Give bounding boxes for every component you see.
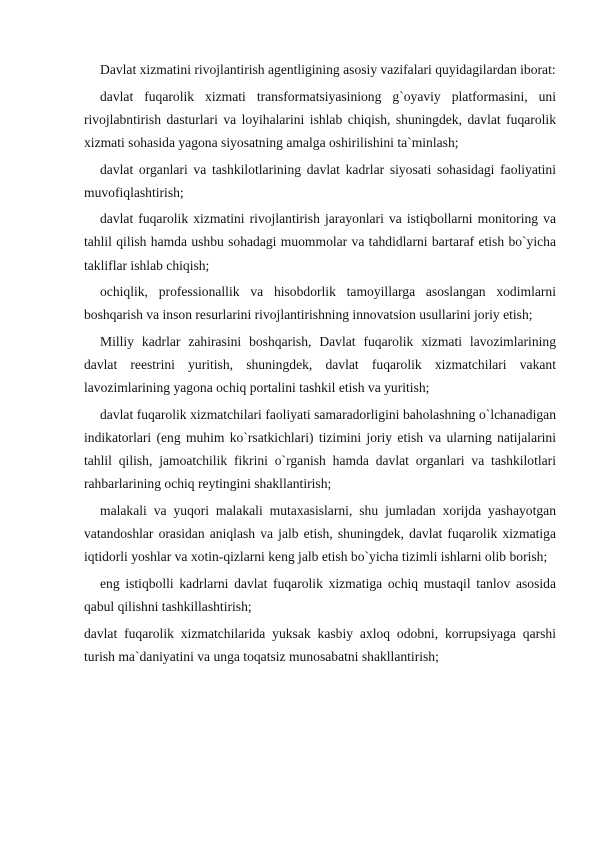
task-paragraph-3: davlat fuqarolik xizmatini rivojlantirish jarayonlari va istiqbollarni monitoring va tahlil qilish hamda ushbu sohadagi muommolar va tahdidlarni bartaraf etish bo`yicha takliflar ishlab chiqish; bbox=[84, 211, 556, 273]
task-paragraph-1: davlat fuqarolik xizmati transformatsiyasiniong g`oyaviy platformasini, uni rivojlabntirish dasturlari va loyihalarini ishlab chiqish, shuningdek, davlat fuqarolik xizmati sohasida yagona siyosatning amalga oshirilishini ta`minlash; bbox=[84, 88, 556, 150]
document-page bbox=[84, 58, 556, 671]
task-paragraph-5: Milliy kadrlar zahirasini boshqarish, Davlat fuqarolik xizmati lavozimlarining davlat reestrini yuritish, shuningdek, davlat fuqarolik xizmatchilari vakant lavozimlarining yagona ochiq portalini tashkil etish va yuritish; bbox=[84, 334, 556, 396]
task-paragraph-7: malakali va yuqori malakali mutaxasislarni, shu jumladan xorijda yashayotgan vatandoshlar orasidan aniqlash va jalb etish, shuningdek, davlat fuqarolik xizmatiga iqtidorli yoshlar va xotin-qizlarni keng jalb etish bo`yicha tizimli ishlarni olib borish; bbox=[84, 502, 556, 565]
task-paragraph-6: davlat fuqarolik xizmatchilari faoliyati samaradorligini baholashning o`lchanadigan indikatorlari (eng muhim ko`rsatkichlari) tizimini joriy etish va ularning natijalarini tahlil qilish, jamoatchilik fikrini o`rganish hamda davlat organlari va tashkilotlari rahbarlarining ochiq reytingini shakllantirish; bbox=[84, 406, 556, 492]
intro-paragraph: Davlat xizmatini rivojlantirish agentligining asosiy vazifalari quyidagilardan iborat: bbox=[100, 62, 556, 77]
task-paragraph-9: davlat fuqarolik xizmatchilarida yuksak kasbiy axloq odobni, korrupsiyaga qarshi turish ma`daniyatini va unga toqatsiz munosabatni shakllantirish; bbox=[84, 625, 556, 664]
task-paragraph-8: eng istiqbolli kadrlarni davlat fuqarolik xizmatiga ochiq mustaqil tanlov asosida qabul qilishni tashkillashtirish; bbox=[84, 575, 556, 614]
task-paragraph-2: davlat organlari va tashkilotlarining davlat kadrlar siyosati sohasidagi faoliyatini muvofiqlashtirish; bbox=[84, 161, 556, 200]
task-paragraph-4: ochiqlik, professionallik va hisobdorlik tamoyillarga asoslangan xodimlarni boshqarish va inson resurlarini rivojlantirishning innovatsion usullarini joriy etish; bbox=[84, 284, 556, 323]
